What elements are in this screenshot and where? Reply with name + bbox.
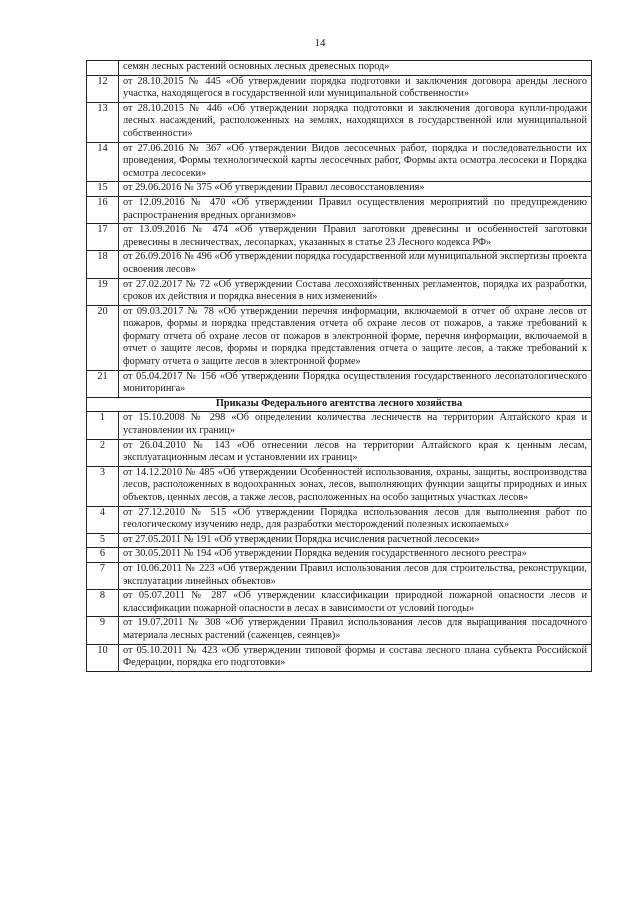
table-row (87, 548, 592, 563)
row-number: 10 (87, 644, 119, 671)
row-number: 20 (87, 305, 119, 370)
table-row (87, 75, 592, 102)
row-text: от 27.12.2010 № 515 «Об утверждении Порядка использования лесов для выполнения работ по геологическому изучению недр, для разработки месторождений полезных ископаемых» (119, 506, 592, 533)
row-text: от 27.06.2016 № 367 «Об утверждении Видов лесосечных работ, порядка и последовательности их проведения, Формы технологической карты лесосечных работ, Формы акта осмотра лесосеки и Порядка осмотра лесосеки» (119, 142, 592, 182)
row-number: 13 (87, 102, 119, 142)
row-number: 6 (87, 548, 119, 563)
table-row (87, 590, 592, 617)
page-number: 14 (314, 37, 326, 49)
table-row (87, 466, 592, 506)
table-row (87, 196, 592, 223)
row-number: 17 (87, 224, 119, 251)
row-number: 5 (87, 533, 119, 548)
table-row (87, 562, 592, 589)
row-number: 16 (87, 196, 119, 223)
row-text: от 13.09.2016 № 474 «Об утверждении Правил заготовки древесины и особенностей заготовки древесины в лесничествах, лесопарках, указанных в статье 23 Лесного кодекса РФ» (119, 224, 592, 251)
row-number: 8 (87, 590, 119, 617)
row-text: от 30.05.2011 № 194 «Об утверждении Порядка ведения государственного лесного реестра» (119, 548, 592, 563)
row-text: от 28.10.2015 № 446 «Об утверждении порядка подготовки и заключения договора купли-продажи лесных насаждений, расположенных на землях, находящихся в государственной или муниципальной собственности» (119, 102, 592, 142)
row-number: 9 (87, 617, 119, 644)
row-text: от 09.03.2017 № 78 «Об утверждении перечня информации, включаемой в отчет об охране лесов от пожаров, формы и порядка представления отчета об охране лесов от пожаров, а также требований к формату отчета об охране лесов от пожаров в электронной форме, перечня информации, включаемой в отчет о защите лесов, формы и порядка представления отчета о защите лесов, а также требований к формату отчета о защите лесов в электронной форме» (119, 305, 592, 370)
legal-acts-table-body (87, 61, 592, 672)
row-number: 14 (87, 142, 119, 182)
row-text: от 05.07.2011 № 287 «Об утверждении классификации природной пожарной опасности лесов и классификации пожарной опасности в лесах в зависимости от условий погоды» (119, 590, 592, 617)
row-number: 3 (87, 466, 119, 506)
row-number (87, 61, 119, 76)
row-text: от 14.12.2010 № 485 «Об утверждении Особенностей использования, охраны, защиты, воспроизводства лесов, расположенных в водоохранных зонах, лесов, выполняющих функции защиты природных и иных объектов, ценных лесов, а также лесов, расположенных на особо защитных участках лесов» (119, 466, 592, 506)
row-number: 12 (87, 75, 119, 102)
row-text: от 19.07.2011 № 308 «Об утверждении Правил использования лесов для выращивания посадочного материала лесных растений (саженцев, сеянцев)» (119, 617, 592, 644)
table-row (87, 278, 592, 305)
table-row (87, 439, 592, 466)
table-row (87, 61, 592, 76)
row-text: от 15.10.2008 № 298 «Об определении количества лесничеств на территории Алтайского края и установлении их границ» (119, 412, 592, 439)
row-number: 15 (87, 182, 119, 197)
row-text: от 26.09.2016 № 496 «Об утверждении порядка государственной или муниципальной экспертизы проекта освоения лесов» (119, 251, 592, 278)
table-row (87, 412, 592, 439)
row-text: от 05.04.2017 № 156 «Об утверждении Порядка осуществления государственного лесопатологического мониторинга» (119, 370, 592, 397)
row-number: 1 (87, 412, 119, 439)
row-number: 4 (87, 506, 119, 533)
row-number: 21 (87, 370, 119, 397)
row-number: 18 (87, 251, 119, 278)
table-row (87, 182, 592, 197)
section-row (87, 397, 592, 412)
row-number: 19 (87, 278, 119, 305)
row-text: от 29.06.2016 № 375 «Об утверждении Правил лесовосстановления» (119, 182, 592, 197)
table-row (87, 533, 592, 548)
row-number: 7 (87, 562, 119, 589)
row-text: от 05.10.2011 № 423 «Об утверждении типовой формы и состава лесного плана субъекта Российской Федерации, порядка его подготовки» (119, 644, 592, 671)
row-text: от 27.05.2011 № 191 «Об утверждении Порядка исчисления расчетной лесосеки» (119, 533, 592, 548)
row-text: от 27.02.2017 № 72 «Об утверждении Состава лесохозяйственных регламентов, порядка их разработки, сроков их действия и порядка внесения в них изменений» (119, 278, 592, 305)
row-text: от 28.10.2015 № 445 «Об утверждении порядка подготовки и заключения договора аренды лесного участка, находящегося в государственной или муниципальной собственности» (119, 75, 592, 102)
legal-acts-table (86, 60, 592, 672)
table-row (87, 644, 592, 671)
row-number: 2 (87, 439, 119, 466)
table-row (87, 506, 592, 533)
row-text: от 26.04.2010 № 143 «Об отнесении лесов на территории Алтайского края к ценным лесам, эксплуатационным лесам и установлении их границ» (119, 439, 592, 466)
table-row (87, 224, 592, 251)
table-row (87, 251, 592, 278)
table-row (87, 305, 592, 370)
table-row (87, 142, 592, 182)
row-text: семян лесных растений основных лесных древесных пород» (119, 61, 592, 76)
table-row (87, 370, 592, 397)
row-text: от 12.09.2016 № 470 «Об утверждении Правил осуществления мероприятий по предупреждению распространения вредных организмов» (119, 196, 592, 223)
section-title: Приказы Федерального агентства лесного хозяйства (87, 397, 592, 412)
row-text: от 10.06.2011 № 223 «Об утверждении Правил использования лесов для строительства, реконструкции, эксплуатации линейных объектов» (119, 562, 592, 589)
table-row (87, 617, 592, 644)
table-row (87, 102, 592, 142)
